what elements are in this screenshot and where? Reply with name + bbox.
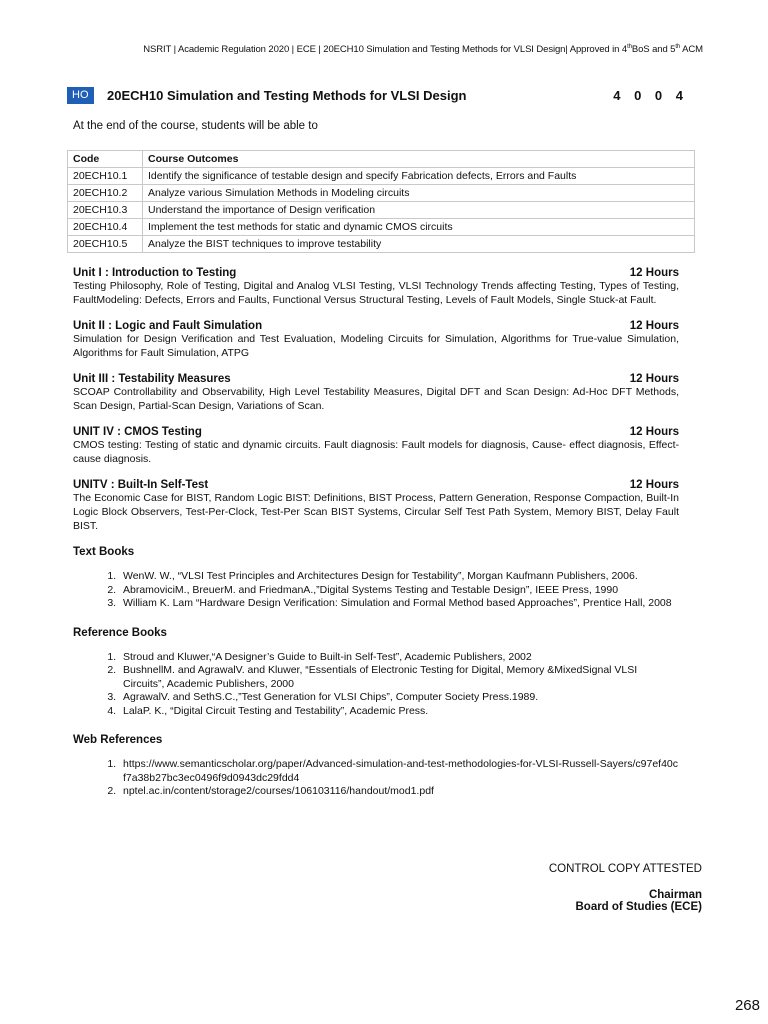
list-item: 3. William K. Lam “Hardware Design Verification: Simulation and Formal Method based Approaches”, Prentice Hall, 2008	[119, 597, 679, 611]
unit-section	[73, 426, 679, 466]
outcome-code: 20ECH10.1	[68, 168, 143, 185]
unit-title: Unit II : Logic and Fault Simulation	[73, 320, 263, 332]
unit-title: Unit III : Testability Measures	[73, 373, 231, 385]
list-item: 1. Stroud and Kluwer,“A Designer’s Guide to Built-in Self-Test”, Academic Publishers, 2002	[119, 651, 679, 665]
unit-title: Unit I : Introduction to Testing	[73, 267, 237, 279]
page-number: 268	[734, 997, 760, 1014]
list-item: 3. AgrawalV. and SethS.C.,”Test Generation for VLSI Chips”, Computer Society Press.1989.	[119, 691, 679, 705]
unit-body: SCOAP Controllability and Observability, High Level Testability Measures, Digital DFT and Scan Design: Ad-Hoc DFT Methods, Scan Design, Partial-Scan Design, Variations of Scan.	[73, 386, 679, 412]
text-books-title: Text Books	[73, 546, 135, 558]
syllabus-body	[73, 267, 679, 815]
table-row	[68, 185, 695, 202]
course-outcomes-table	[67, 150, 695, 253]
text-books-list	[73, 570, 679, 611]
course-credits: 4 0 0 4	[613, 88, 683, 103]
unit-hours: 12 Hours	[629, 320, 679, 332]
list-item: 2. BushnellM. and AgrawalV. and Kluwer, “Essentials of Electronic Testing for Digital, Memory &MixedSignal VLSI Circuits”, Academic Publishers, 2000	[119, 664, 679, 691]
web-references-title: Web References	[73, 734, 163, 746]
unit-title: UNIT IV : CMOS Testing	[73, 426, 202, 438]
header-end: ACM	[680, 44, 703, 56]
ho-badge: HO	[67, 87, 94, 104]
outcome-text: Analyze various Simulation Methods in Modeling circuits	[143, 185, 695, 202]
header-sup-2: th	[675, 44, 681, 50]
list-item: 1. https://www.semanticscholar.org/paper/Advanced-simulation-and-test-methodologies-for-VLSI-Russell-Sayers/c97ef40cf7a38b27bc3ec0496f9d0943dc29fdd4	[119, 758, 679, 785]
attestation-block	[549, 863, 702, 913]
outcome-code: 20ECH10.5	[68, 236, 143, 253]
unit-body: Simulation for Design Verification and Test Evaluation, Modeling Circuits for Simulation, Algorithms for True-value Simulation, Algorithms for Fault Simulation, ATPG	[73, 333, 679, 359]
unit-body: The Economic Case for BIST, Random Logic BIST: Definitions, BIST Process, Pattern Generation, Response Compaction, Built-In Logic Block Observers, Test-Per-Clock, Test-Per Scan BIST Systems, Circular Self Test Path System, Memory BIST, Delay Fault BIST.	[73, 492, 679, 532]
table-header-row	[68, 151, 695, 168]
unit-hours: 12 Hours	[629, 267, 679, 279]
unit-section	[73, 320, 679, 360]
outcome-code: 20ECH10.2	[68, 185, 143, 202]
unit-body: Testing Philosophy, Role of Testing, Digital and Analog VLSI Testing, VLSI Technology Trends affecting Testing, Types of Testing, FaultModeling: Defects, Errors and Faults, Functional Versus Structural Testing, Levels of Fault Models, Single Stuck-at Fault.	[73, 280, 679, 306]
reference-books-list	[73, 651, 679, 719]
web-references-list	[73, 758, 679, 799]
table-row	[68, 168, 695, 185]
list-item: 2. AbramoviciM., BreuerM. and FriedmanA.,”Digital Systems Testing and Testable Design”, IEEE Press, 1990	[119, 584, 679, 598]
header-outcome: Course Outcomes	[143, 151, 695, 168]
outcome-text: Analyze the BIST techniques to improve testability	[143, 236, 695, 253]
board-line: Board of Studies (ECE)	[575, 901, 702, 913]
unit-section	[73, 267, 679, 307]
intro-text: At the end of the course, students will be able to	[73, 120, 318, 132]
reference-books-title: Reference Books	[73, 626, 167, 639]
unit-hours: 12 Hours	[629, 373, 679, 385]
list-item: 4. LalaP. K., “Digital Circuit Testing and Testability”, Academic Press.	[119, 705, 679, 719]
outcome-text: Understand the importance of Design verification	[143, 202, 695, 219]
header-mid: BoS and 5	[631, 44, 676, 56]
unit-body: CMOS testing: Testing of static and dynamic circuits. Fault diagnosis: Fault models for diagnosis, Cause- effect diagnosis, Effect-cause diagnosis.	[73, 439, 679, 465]
outcome-code: 20ECH10.3	[68, 202, 143, 219]
header-code: Code	[68, 151, 143, 168]
header-text: NSRIT | Academic Regulation 2020 | ECE | 20ECH10 Simulation and Testing Methods for VLSI Design| Approved in 4	[143, 44, 628, 56]
outcome-text: Implement the test methods for static and dynamic CMOS circuits	[143, 219, 695, 236]
table-row	[68, 202, 695, 219]
unit-section	[73, 479, 679, 533]
table-row	[68, 236, 695, 253]
outcome-code: 20ECH10.4	[68, 219, 143, 236]
list-item: 2. nptel.ac.in/content/storage2/courses/106103116/handout/mod1.pdf	[119, 785, 679, 799]
header-sup-1: th	[627, 44, 632, 50]
unit-hours: 12 Hours	[629, 426, 679, 438]
unit-hours: 12 Hours	[629, 479, 679, 491]
unit-section	[73, 373, 679, 413]
page-header	[0, 44, 703, 55]
outcome-text: Identify the significance of testable design and specify Fabrication defects, Errors and Faults	[143, 168, 695, 185]
table-row	[68, 219, 695, 236]
attested-line: CONTROL COPY ATTESTED	[548, 863, 702, 875]
chairman-line: Chairman	[648, 889, 702, 901]
course-title: 20ECH10 Simulation and Testing Methods for VLSI Design	[107, 88, 467, 103]
unit-title: UNITV : Built-In Self-Test	[73, 479, 209, 491]
course-title-row	[67, 87, 683, 107]
list-item: 1. WenW. W., “VLSI Test Principles and Architectures Design for Testability”, Morgan Kaufmann Publishers, 2006.	[119, 570, 679, 584]
